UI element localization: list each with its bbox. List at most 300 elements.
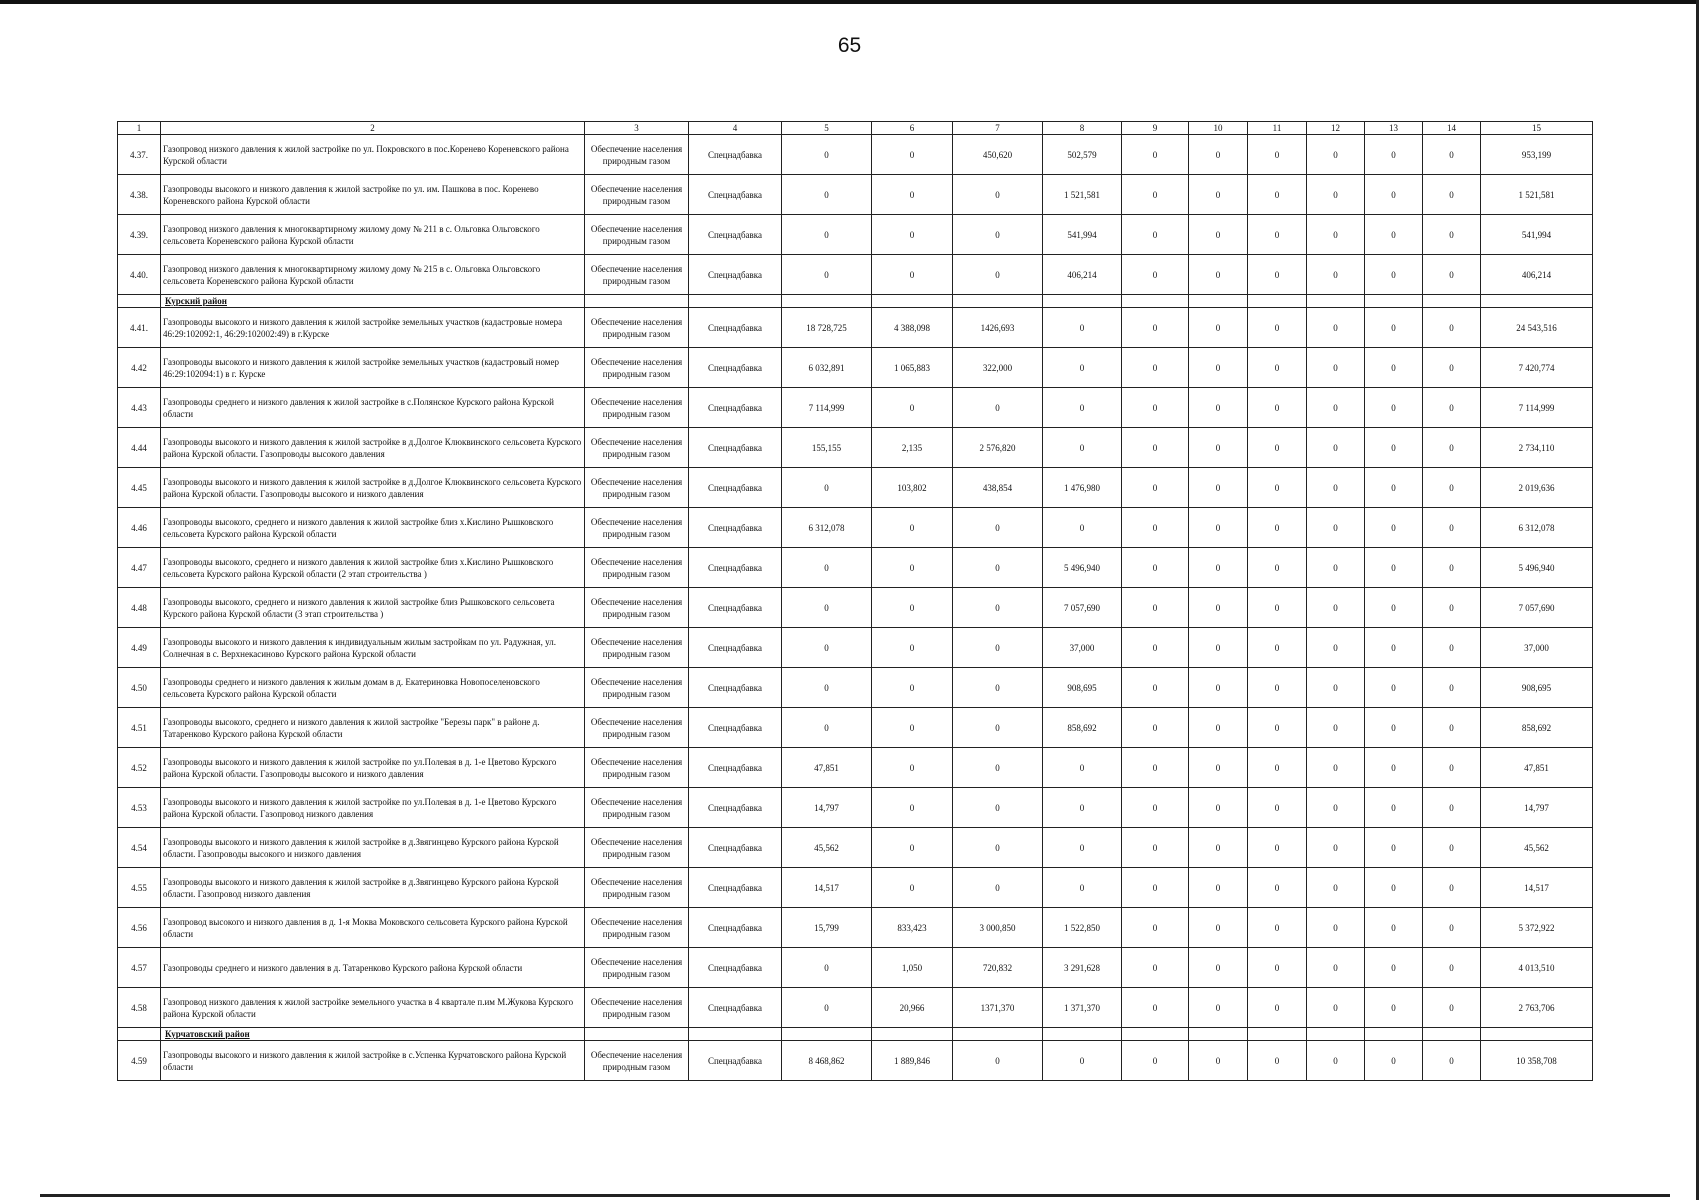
value-cell: 7 057,690 bbox=[1043, 588, 1122, 628]
value-cell: 0 bbox=[1248, 1041, 1307, 1081]
value-cell: 0 bbox=[1189, 135, 1248, 175]
value-cell: 0 bbox=[953, 388, 1043, 428]
value-cell: 0 bbox=[872, 708, 953, 748]
value-cell: 0 bbox=[1423, 135, 1481, 175]
section-label: Курский район bbox=[161, 295, 585, 308]
value-cell: 438,854 bbox=[953, 468, 1043, 508]
value-cell: 0 bbox=[1307, 788, 1365, 828]
value-cell: 0 bbox=[1043, 508, 1122, 548]
value-cell: 0 bbox=[1189, 868, 1248, 908]
row-number: 4.51 bbox=[118, 708, 161, 748]
total-value-cell: 5 496,940 bbox=[1481, 548, 1593, 588]
value-cell: 0 bbox=[1189, 788, 1248, 828]
total-value-cell: 908,695 bbox=[1481, 668, 1593, 708]
purpose-cell: Обеспечение населения природным газом bbox=[585, 255, 689, 295]
value-cell: 0 bbox=[1248, 548, 1307, 588]
value-cell: 0 bbox=[1423, 215, 1481, 255]
total-value-cell: 5 372,922 bbox=[1481, 908, 1593, 948]
value-cell: 47,851 bbox=[782, 748, 872, 788]
value-cell: 0 bbox=[1043, 788, 1122, 828]
value-cell: 1426,693 bbox=[953, 308, 1043, 348]
purpose-cell: Обеспечение населения природным газом bbox=[585, 215, 689, 255]
value-cell: 0 bbox=[872, 508, 953, 548]
investment-program-table-container bbox=[117, 121, 1592, 1081]
value-cell: 0 bbox=[1423, 828, 1481, 868]
total-value-cell: 2 763,706 bbox=[1481, 988, 1593, 1028]
section-empty-cell bbox=[1481, 1028, 1593, 1041]
value-cell: 0 bbox=[1365, 708, 1423, 748]
total-value-cell: 858,692 bbox=[1481, 708, 1593, 748]
section-empty-cell bbox=[782, 1028, 872, 1041]
value-cell: 0 bbox=[1307, 908, 1365, 948]
value-cell: 7 114,999 bbox=[782, 388, 872, 428]
object-name: Газопроводы среднего и низкого давления в д. Татаренково Курского района Курской области bbox=[161, 948, 585, 988]
value-cell: 0 bbox=[1122, 988, 1189, 1028]
value-cell: 0 bbox=[1189, 548, 1248, 588]
object-name: Газопроводы высокого и низкого давления к жилой застройке земельных участков (кадастровые номера 46:29:102092:1, 46:29:102002:49) в г.Курске bbox=[161, 308, 585, 348]
value-cell: 0 bbox=[1307, 428, 1365, 468]
value-cell: 0 bbox=[1365, 175, 1423, 215]
value-cell: 0 bbox=[782, 588, 872, 628]
object-name: Газопроводы высокого, среднего и низкого давления к жилой застройке близ х.Кислино Рышковского сельсовета Курского района Курской области (2 этап строительства ) bbox=[161, 548, 585, 588]
value-cell: 0 bbox=[782, 215, 872, 255]
funding-source-cell: Спецнадбавка bbox=[689, 548, 782, 588]
value-cell: 4 388,098 bbox=[872, 308, 953, 348]
funding-source-cell: Спецнадбавка bbox=[689, 748, 782, 788]
value-cell: 0 bbox=[1122, 748, 1189, 788]
value-cell: 0 bbox=[872, 868, 953, 908]
table-row bbox=[118, 215, 1593, 255]
section-empty-cell bbox=[1043, 295, 1122, 308]
section-empty-cell bbox=[1248, 1028, 1307, 1041]
value-cell: 0 bbox=[1189, 948, 1248, 988]
total-value-cell: 47,851 bbox=[1481, 748, 1593, 788]
row-number: 4.40. bbox=[118, 255, 161, 295]
value-cell: 450,620 bbox=[953, 135, 1043, 175]
row-number: 4.46 bbox=[118, 508, 161, 548]
section-empty-cell bbox=[1423, 295, 1481, 308]
row-number: 4.57 bbox=[118, 948, 161, 988]
purpose-cell: Обеспечение населения природным газом bbox=[585, 668, 689, 708]
value-cell: 0 bbox=[782, 255, 872, 295]
column-header-13: 13 bbox=[1365, 122, 1423, 135]
table-row bbox=[118, 548, 1593, 588]
funding-source-cell: Спецнадбавка bbox=[689, 788, 782, 828]
value-cell: 37,000 bbox=[1043, 628, 1122, 668]
funding-source-cell: Спецнадбавка bbox=[689, 988, 782, 1028]
column-header-6: 6 bbox=[872, 122, 953, 135]
object-name: Газопроводы высокого и низкого давления к индивидуальным жилым застройкам по ул. Радужная, ул. Солнечная в с. Верхнекасиново Курского района Курской области bbox=[161, 628, 585, 668]
funding-source-cell: Спецнадбавка bbox=[689, 628, 782, 668]
value-cell: 8 468,862 bbox=[782, 1041, 872, 1081]
value-cell: 0 bbox=[1189, 668, 1248, 708]
object-name: Газопроводы среднего и низкого давления к жилым домам в д. Екатериновка Новопоселеновского сельсовета Курского района Курской области bbox=[161, 668, 585, 708]
column-header-3: 3 bbox=[585, 122, 689, 135]
value-cell: 0 bbox=[782, 548, 872, 588]
value-cell: 0 bbox=[1423, 628, 1481, 668]
funding-source-cell: Спецнадбавка bbox=[689, 1041, 782, 1081]
value-cell: 0 bbox=[1122, 348, 1189, 388]
object-name: Газопровод низкого давления к многоквартирному жилому дому № 215 в с. Ольговка Ольговского сельсовета Кореневского района Курской области bbox=[161, 255, 585, 295]
section-empty-cell bbox=[1248, 295, 1307, 308]
value-cell: 0 bbox=[1043, 428, 1122, 468]
value-cell: 0 bbox=[1307, 348, 1365, 388]
table-row bbox=[118, 175, 1593, 215]
total-value-cell: 7 114,999 bbox=[1481, 388, 1593, 428]
column-header-1: 1 bbox=[118, 122, 161, 135]
value-cell: 0 bbox=[1122, 1041, 1189, 1081]
section-number-cell bbox=[118, 1028, 161, 1041]
value-cell: 0 bbox=[1043, 1041, 1122, 1081]
value-cell: 0 bbox=[1189, 215, 1248, 255]
value-cell: 0 bbox=[1365, 255, 1423, 295]
value-cell: 0 bbox=[953, 508, 1043, 548]
value-cell: 0 bbox=[872, 788, 953, 828]
funding-source-cell: Спецнадбавка bbox=[689, 948, 782, 988]
value-cell: 0 bbox=[1189, 348, 1248, 388]
value-cell: 0 bbox=[1248, 215, 1307, 255]
object-name: Газопроводы высокого, среднего и низкого давления к жилой застройке близ х.Кислино Рышковского сельсовета Курского района Курской области bbox=[161, 508, 585, 548]
value-cell: 0 bbox=[953, 708, 1043, 748]
value-cell: 0 bbox=[782, 468, 872, 508]
row-number: 4.55 bbox=[118, 868, 161, 908]
total-value-cell: 37,000 bbox=[1481, 628, 1593, 668]
section-empty-cell bbox=[1423, 1028, 1481, 1041]
section-row bbox=[118, 295, 1593, 308]
value-cell: 0 bbox=[872, 215, 953, 255]
value-cell: 502,579 bbox=[1043, 135, 1122, 175]
value-cell: 0 bbox=[1307, 135, 1365, 175]
value-cell: 0 bbox=[953, 215, 1043, 255]
purpose-cell: Обеспечение населения природным газом bbox=[585, 388, 689, 428]
value-cell: 0 bbox=[872, 548, 953, 588]
value-cell: 0 bbox=[1365, 1041, 1423, 1081]
section-empty-cell bbox=[585, 295, 689, 308]
value-cell: 0 bbox=[1122, 388, 1189, 428]
value-cell: 0 bbox=[1043, 388, 1122, 428]
value-cell: 0 bbox=[1365, 468, 1423, 508]
purpose-cell: Обеспечение населения природным газом bbox=[585, 428, 689, 468]
value-cell: 0 bbox=[1248, 628, 1307, 668]
row-number: 4.52 bbox=[118, 748, 161, 788]
purpose-cell: Обеспечение населения природным газом bbox=[585, 708, 689, 748]
purpose-cell: Обеспечение населения природным газом bbox=[585, 135, 689, 175]
value-cell: 0 bbox=[1122, 628, 1189, 668]
funding-source-cell: Спецнадбавка bbox=[689, 135, 782, 175]
value-cell: 0 bbox=[1122, 788, 1189, 828]
purpose-cell: Обеспечение населения природным газом bbox=[585, 348, 689, 388]
object-name: Газопроводы высокого и низкого давления к жилой застройке земельных участков (кадастровый номер 46:29:102094:1) в г. Курске bbox=[161, 348, 585, 388]
value-cell: 0 bbox=[1365, 828, 1423, 868]
value-cell: 0 bbox=[953, 588, 1043, 628]
value-cell: 1,050 bbox=[872, 948, 953, 988]
object-name: Газопроводы высокого и низкого давления к жилой застройке в д.Звягинцево Курского района Курской области. Газопроводы высокого и низкого давления bbox=[161, 828, 585, 868]
funding-source-cell: Спецнадбавка bbox=[689, 348, 782, 388]
value-cell: 0 bbox=[872, 175, 953, 215]
section-empty-cell bbox=[872, 295, 953, 308]
value-cell: 0 bbox=[1122, 215, 1189, 255]
value-cell: 0 bbox=[782, 948, 872, 988]
value-cell: 0 bbox=[1423, 708, 1481, 748]
value-cell: 0 bbox=[1365, 308, 1423, 348]
funding-source-cell: Спецнадбавка bbox=[689, 868, 782, 908]
object-name: Газопровод низкого давления к жилой застройке земельного участка в 4 квартале п.им М.Жукова Курского района Курской области bbox=[161, 988, 585, 1028]
value-cell: 0 bbox=[1423, 988, 1481, 1028]
section-empty-cell bbox=[689, 1028, 782, 1041]
total-value-cell: 7 057,690 bbox=[1481, 588, 1593, 628]
table-row bbox=[118, 988, 1593, 1028]
value-cell: 858,692 bbox=[1043, 708, 1122, 748]
value-cell: 0 bbox=[1122, 908, 1189, 948]
value-cell: 0 bbox=[872, 828, 953, 868]
table-row bbox=[118, 1041, 1593, 1081]
object-name: Газопроводы среднего и низкого давления к жилой застройке в с.Полянское Курского района Курской области bbox=[161, 388, 585, 428]
row-number: 4.49 bbox=[118, 628, 161, 668]
object-name: Газопроводы высокого, среднего и низкого давления к жилой застройке "Березы парк" в районе д. Татаренково Курского района Курской области bbox=[161, 708, 585, 748]
value-cell: 0 bbox=[1248, 708, 1307, 748]
value-cell: 0 bbox=[1307, 588, 1365, 628]
value-cell: 0 bbox=[1423, 748, 1481, 788]
purpose-cell: Обеспечение населения природным газом bbox=[585, 828, 689, 868]
total-value-cell: 14,797 bbox=[1481, 788, 1593, 828]
table-row bbox=[118, 788, 1593, 828]
funding-source-cell: Спецнадбавка bbox=[689, 428, 782, 468]
value-cell: 0 bbox=[1423, 1041, 1481, 1081]
value-cell: 0 bbox=[1307, 388, 1365, 428]
value-cell: 14,517 bbox=[782, 868, 872, 908]
value-cell: 0 bbox=[872, 388, 953, 428]
value-cell: 0 bbox=[1248, 828, 1307, 868]
value-cell: 908,695 bbox=[1043, 668, 1122, 708]
value-cell: 1 476,980 bbox=[1043, 468, 1122, 508]
value-cell: 0 bbox=[1365, 668, 1423, 708]
value-cell: 0 bbox=[1307, 308, 1365, 348]
value-cell: 0 bbox=[872, 588, 953, 628]
value-cell: 0 bbox=[1248, 175, 1307, 215]
total-value-cell: 6 312,078 bbox=[1481, 508, 1593, 548]
row-number: 4.37. bbox=[118, 135, 161, 175]
value-cell: 0 bbox=[1189, 988, 1248, 1028]
total-value-cell: 14,517 bbox=[1481, 868, 1593, 908]
value-cell: 0 bbox=[1307, 255, 1365, 295]
column-header-11: 11 bbox=[1248, 122, 1307, 135]
value-cell: 0 bbox=[1248, 508, 1307, 548]
value-cell: 0 bbox=[953, 868, 1043, 908]
value-cell: 0 bbox=[1122, 708, 1189, 748]
value-cell: 0 bbox=[1122, 668, 1189, 708]
row-number: 4.50 bbox=[118, 668, 161, 708]
value-cell: 0 bbox=[1423, 255, 1481, 295]
table-row bbox=[118, 388, 1593, 428]
section-empty-cell bbox=[872, 1028, 953, 1041]
value-cell: 0 bbox=[1122, 948, 1189, 988]
row-number: 4.59 bbox=[118, 1041, 161, 1081]
value-cell: 0 bbox=[872, 668, 953, 708]
column-header-15: 15 bbox=[1481, 122, 1593, 135]
value-cell: 0 bbox=[1365, 215, 1423, 255]
object-name: Газопроводы высокого и низкого давления к жилой застройке по ул.Полевая в д. 1-е Цветово Курского района Курской области. Газопровод низкого давления bbox=[161, 788, 585, 828]
value-cell: 0 bbox=[1122, 548, 1189, 588]
value-cell: 1 521,581 bbox=[1043, 175, 1122, 215]
value-cell: 0 bbox=[1248, 948, 1307, 988]
value-cell: 0 bbox=[1189, 428, 1248, 468]
row-number: 4.44 bbox=[118, 428, 161, 468]
table-row bbox=[118, 308, 1593, 348]
value-cell: 0 bbox=[1248, 348, 1307, 388]
object-name: Газопровод высокого и низкого давления в д. 1-я Моква Моковского сельсовета Курского района Курской области bbox=[161, 908, 585, 948]
value-cell: 0 bbox=[1189, 708, 1248, 748]
value-cell: 0 bbox=[1423, 175, 1481, 215]
value-cell: 0 bbox=[1122, 468, 1189, 508]
value-cell: 0 bbox=[1248, 988, 1307, 1028]
row-number: 4.41. bbox=[118, 308, 161, 348]
table-row bbox=[118, 828, 1593, 868]
table-row bbox=[118, 748, 1593, 788]
object-name: Газопроводы высокого, среднего и низкого давления к жилой застройке близ Рышковского сельсовета Курского района Курской области (3 этап строительства ) bbox=[161, 588, 585, 628]
value-cell: 0 bbox=[1248, 748, 1307, 788]
value-cell: 0 bbox=[1307, 708, 1365, 748]
object-name: Газопроводы высокого и низкого давления к жилой застройке в с.Успенка Курчатовского района Курской области bbox=[161, 1041, 585, 1081]
value-cell: 45,562 bbox=[782, 828, 872, 868]
value-cell: 0 bbox=[1122, 308, 1189, 348]
value-cell: 2 576,820 bbox=[953, 428, 1043, 468]
value-cell: 0 bbox=[1189, 175, 1248, 215]
value-cell: 0 bbox=[1248, 668, 1307, 708]
value-cell: 0 bbox=[953, 175, 1043, 215]
section-label: Курчатовский район bbox=[161, 1028, 585, 1041]
value-cell: 0 bbox=[782, 708, 872, 748]
funding-source-cell: Спецнадбавка bbox=[689, 468, 782, 508]
value-cell: 15,799 bbox=[782, 908, 872, 948]
value-cell: 406,214 bbox=[1043, 255, 1122, 295]
row-number: 4.45 bbox=[118, 468, 161, 508]
value-cell: 0 bbox=[1423, 868, 1481, 908]
value-cell: 0 bbox=[1248, 868, 1307, 908]
value-cell: 0 bbox=[1189, 468, 1248, 508]
table-body bbox=[118, 135, 1593, 1081]
column-header-4: 4 bbox=[689, 122, 782, 135]
value-cell: 0 bbox=[953, 748, 1043, 788]
value-cell: 0 bbox=[1307, 628, 1365, 668]
section-number-cell bbox=[118, 295, 161, 308]
section-empty-cell bbox=[1481, 295, 1593, 308]
section-empty-cell bbox=[1365, 1028, 1423, 1041]
funding-source-cell: Спецнадбавка bbox=[689, 668, 782, 708]
object-name: Газопровод низкого давления к жилой застройке по ул. Покровского в пос.Коренево Кореневского района Курской области bbox=[161, 135, 585, 175]
value-cell: 0 bbox=[1248, 468, 1307, 508]
value-cell: 833,423 bbox=[872, 908, 953, 948]
value-cell: 0 bbox=[782, 668, 872, 708]
value-cell: 541,994 bbox=[1043, 215, 1122, 255]
value-cell: 0 bbox=[872, 748, 953, 788]
value-cell: 0 bbox=[1365, 548, 1423, 588]
value-cell: 0 bbox=[872, 628, 953, 668]
value-cell: 0 bbox=[1307, 548, 1365, 588]
value-cell: 0 bbox=[1122, 255, 1189, 295]
value-cell: 0 bbox=[1365, 588, 1423, 628]
funding-source-cell: Спецнадбавка bbox=[689, 828, 782, 868]
value-cell: 0 bbox=[1189, 308, 1248, 348]
value-cell: 6 312,078 bbox=[782, 508, 872, 548]
value-cell: 0 bbox=[1423, 908, 1481, 948]
value-cell: 0 bbox=[1189, 628, 1248, 668]
table-header-row bbox=[118, 122, 1593, 135]
value-cell: 0 bbox=[1043, 828, 1122, 868]
value-cell: 0 bbox=[1189, 255, 1248, 295]
value-cell: 0 bbox=[1365, 788, 1423, 828]
value-cell: 0 bbox=[1189, 828, 1248, 868]
column-header-8: 8 bbox=[1043, 122, 1122, 135]
purpose-cell: Обеспечение населения природным газом bbox=[585, 548, 689, 588]
row-number: 4.53 bbox=[118, 788, 161, 828]
section-empty-cell bbox=[585, 1028, 689, 1041]
section-empty-cell bbox=[953, 295, 1043, 308]
value-cell: 0 bbox=[1423, 468, 1481, 508]
value-cell: 0 bbox=[1365, 948, 1423, 988]
value-cell: 0 bbox=[1307, 508, 1365, 548]
value-cell: 0 bbox=[1307, 175, 1365, 215]
value-cell: 0 bbox=[1423, 508, 1481, 548]
value-cell: 0 bbox=[1423, 428, 1481, 468]
value-cell: 0 bbox=[1043, 868, 1122, 908]
value-cell: 0 bbox=[1307, 868, 1365, 908]
value-cell: 0 bbox=[1307, 948, 1365, 988]
purpose-cell: Обеспечение населения природным газом bbox=[585, 868, 689, 908]
table-row bbox=[118, 255, 1593, 295]
value-cell: 0 bbox=[1122, 428, 1189, 468]
value-cell: 0 bbox=[782, 175, 872, 215]
funding-source-cell: Спецнадбавка bbox=[689, 255, 782, 295]
table-row bbox=[118, 628, 1593, 668]
total-value-cell: 7 420,774 bbox=[1481, 348, 1593, 388]
object-name: Газопроводы высокого и низкого давления к жилой застройке в д.Долгое Клюквинского сельсовета Курского района Курской области. Газопроводы высокого давления bbox=[161, 428, 585, 468]
section-empty-cell bbox=[1122, 1028, 1189, 1041]
scan-border-bottom bbox=[40, 1194, 1670, 1197]
value-cell: 0 bbox=[953, 668, 1043, 708]
table-row bbox=[118, 135, 1593, 175]
section-empty-cell bbox=[1043, 1028, 1122, 1041]
table-row bbox=[118, 588, 1593, 628]
value-cell: 0 bbox=[953, 628, 1043, 668]
value-cell: 0 bbox=[953, 828, 1043, 868]
column-header-9: 9 bbox=[1122, 122, 1189, 135]
total-value-cell: 1 521,581 bbox=[1481, 175, 1593, 215]
purpose-cell: Обеспечение населения природным газом bbox=[585, 748, 689, 788]
funding-source-cell: Спецнадбавка bbox=[689, 708, 782, 748]
total-value-cell: 541,994 bbox=[1481, 215, 1593, 255]
value-cell: 0 bbox=[953, 548, 1043, 588]
funding-source-cell: Спецнадбавка bbox=[689, 308, 782, 348]
value-cell: 0 bbox=[1043, 748, 1122, 788]
value-cell: 0 bbox=[1307, 215, 1365, 255]
value-cell: 0 bbox=[1423, 388, 1481, 428]
value-cell: 0 bbox=[1365, 388, 1423, 428]
value-cell: 0 bbox=[782, 628, 872, 668]
value-cell: 0 bbox=[1365, 628, 1423, 668]
value-cell: 0 bbox=[1248, 428, 1307, 468]
section-empty-cell bbox=[782, 295, 872, 308]
value-cell: 0 bbox=[1248, 308, 1307, 348]
value-cell: 0 bbox=[1365, 348, 1423, 388]
value-cell: 0 bbox=[1189, 588, 1248, 628]
object-name: Газопровод низкого давления к многоквартирному жилому дому № 211 в с. Ольговка Ольговского сельсовета Кореневского района Курской области bbox=[161, 215, 585, 255]
value-cell: 0 bbox=[1423, 588, 1481, 628]
value-cell: 0 bbox=[872, 255, 953, 295]
row-number: 4.39. bbox=[118, 215, 161, 255]
section-empty-cell bbox=[689, 295, 782, 308]
purpose-cell: Обеспечение населения природным газом bbox=[585, 468, 689, 508]
value-cell: 0 bbox=[1365, 428, 1423, 468]
